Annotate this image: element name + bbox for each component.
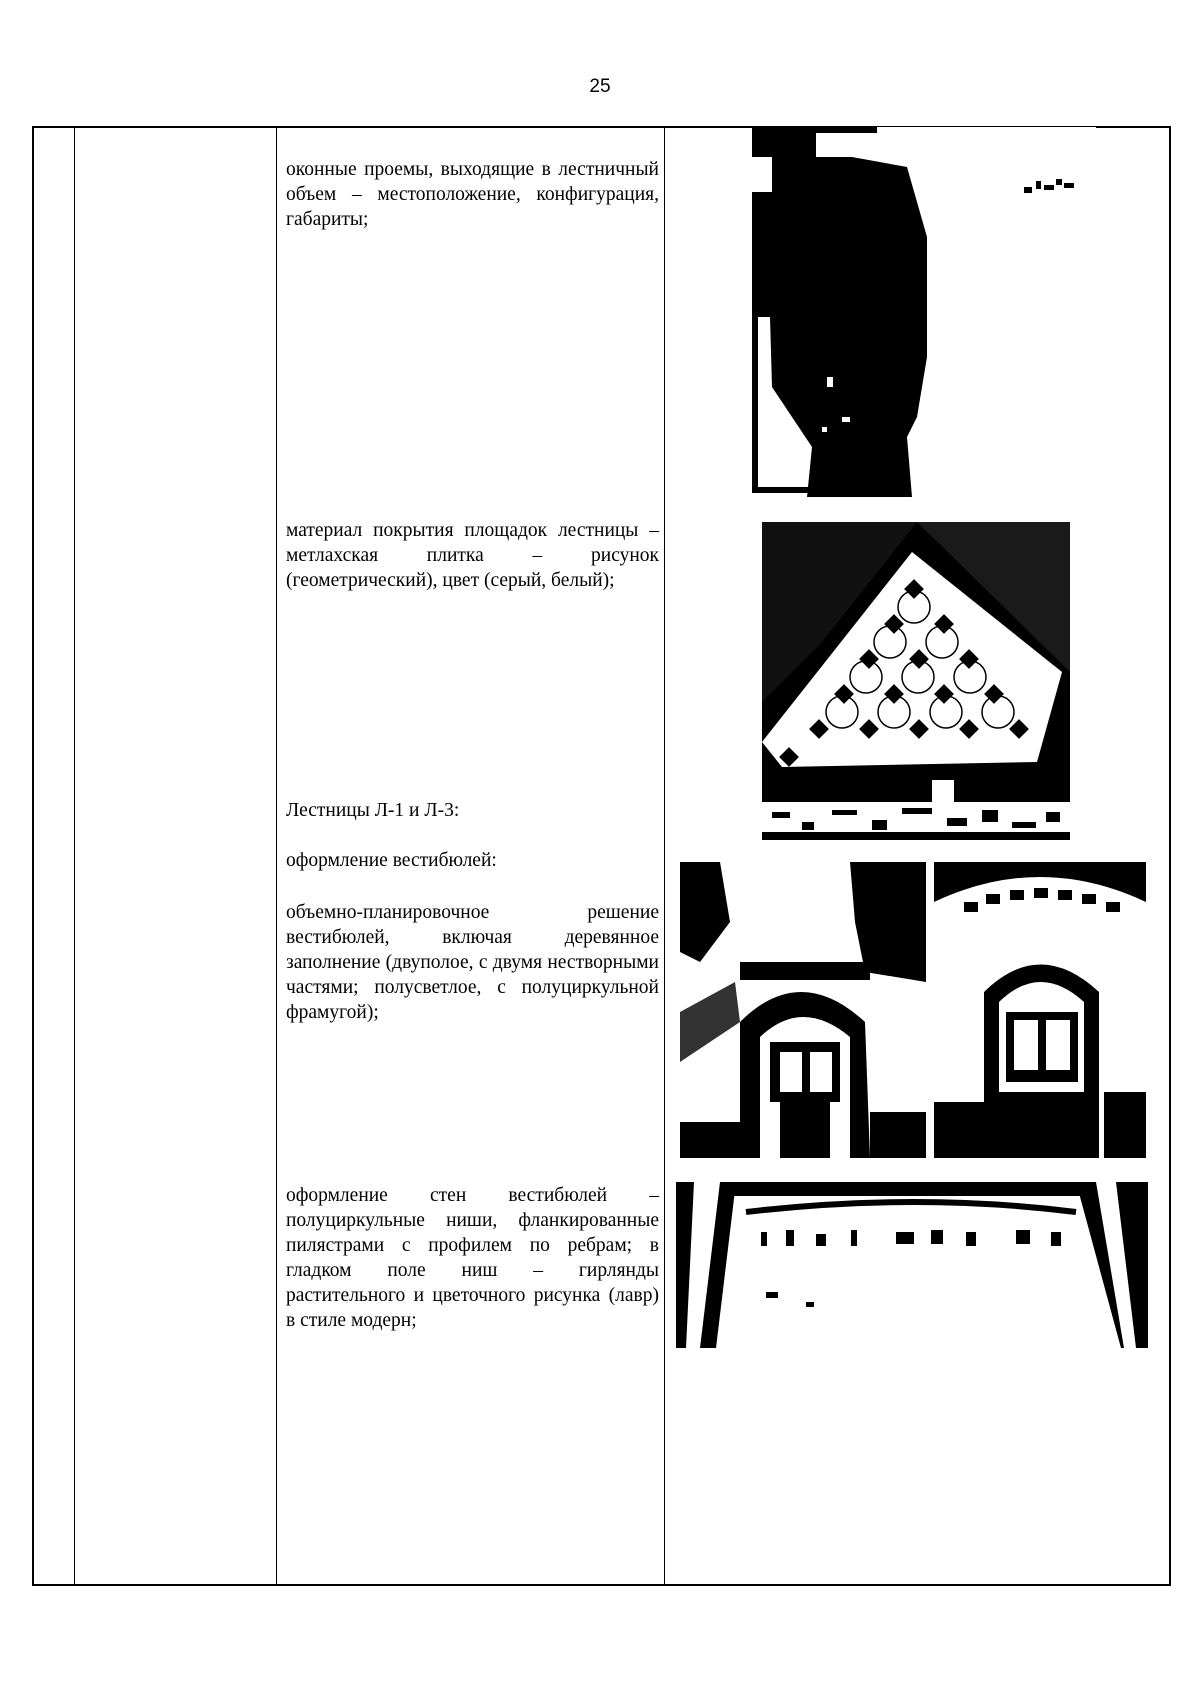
description-vestibule-walls: оформление стен вестибюлей – полуциркульные ниши, фланкированные пилястрами с профилем по ребрам; в гладком поле ниш – гирлянды растительного и цветочного рисунка (лавр) в стиле модерн;	[286, 1185, 659, 1331]
description-vestibule-layout: объемно-планировочное решение вестибюлей, включая деревянное заполнение (двуполое, с двумя нестворными частями; полусветлое, с полуциркульной фрамугой);	[286, 902, 659, 1023]
description-floor-tiles: материал покрытия площадок лестницы – метлахская плитка – рисунок (геометрический), цвет (серый, белый);	[286, 520, 659, 591]
photo-floor-tiles	[762, 522, 1070, 840]
description-vestibule-heading: оформление вестибюлей:	[286, 850, 497, 871]
description-stairs-heading: Лестницы Л-1 и Л-3:	[286, 800, 460, 821]
column-divider	[74, 128, 75, 1584]
photo-vestibule-left	[680, 862, 926, 1158]
page-number: 25	[589, 76, 611, 97]
column-divider	[664, 128, 665, 1584]
photo-vestibule-right	[934, 862, 1146, 1158]
photo-vestibule-walls	[676, 1182, 1148, 1348]
column-divider	[276, 128, 277, 1584]
photo-window-opening	[752, 127, 1096, 497]
description-window-openings: оконные проемы, выходящие в лестничный объем – местоположение, конфигурация, габариты;	[286, 159, 659, 230]
